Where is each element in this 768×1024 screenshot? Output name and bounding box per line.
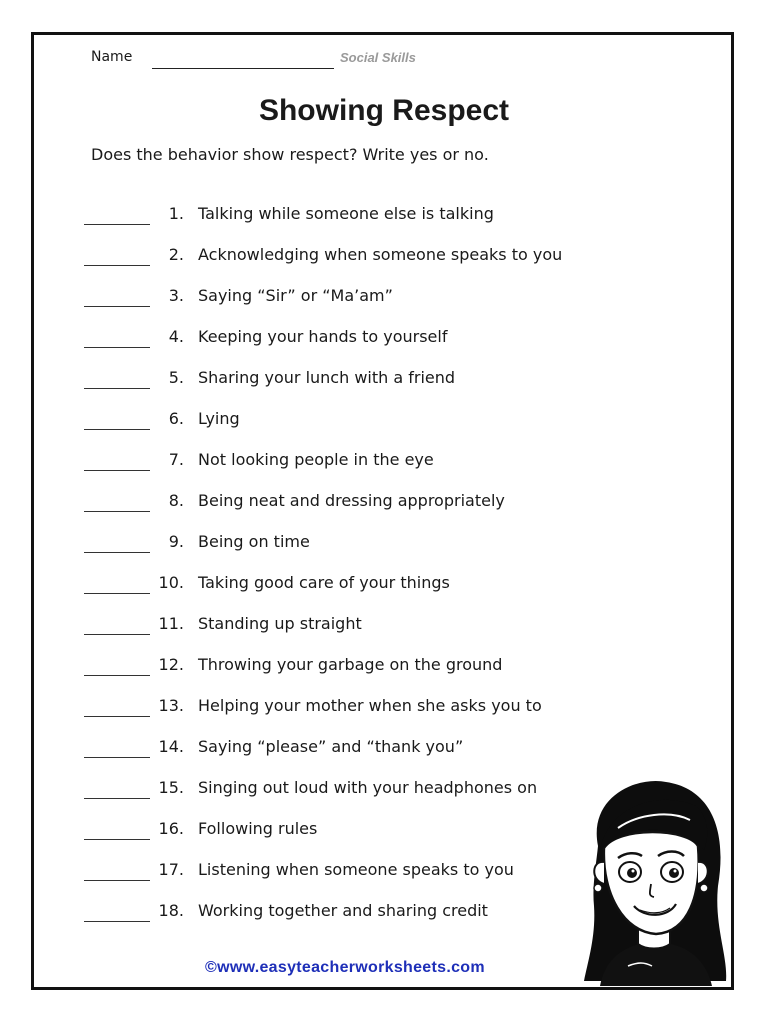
question-row — [0, 568, 620, 598]
question-row — [0, 691, 620, 721]
question-text: Acknowledging when someone speaks to you — [198, 245, 563, 264]
question-text: Being on time — [198, 532, 310, 551]
answer-blank[interactable] — [84, 675, 150, 676]
question-row — [0, 199, 620, 229]
question-text: Not looking people in the eye — [198, 450, 434, 469]
question-number: 18. — [158, 901, 184, 920]
question-row — [0, 773, 620, 803]
question-text: Taking good care of your things — [198, 573, 450, 592]
question-row — [0, 527, 620, 557]
answer-blank[interactable] — [84, 552, 150, 553]
question-number: 2. — [168, 245, 184, 264]
answer-blank[interactable] — [84, 921, 150, 922]
answer-blank[interactable] — [84, 716, 150, 717]
question-number: 8. — [168, 491, 184, 510]
worksheet-title: Showing Respect — [258, 94, 510, 127]
question-text: Singing out loud with your headphones on — [198, 778, 538, 797]
answer-blank[interactable] — [84, 511, 150, 512]
question-row — [0, 609, 620, 639]
question-number: 16. — [158, 819, 184, 838]
question-row — [0, 486, 620, 516]
question-number: 17. — [158, 860, 184, 879]
question-row — [0, 281, 620, 311]
answer-blank[interactable] — [84, 593, 150, 594]
question-text: Helping your mother when she asks you to — [198, 696, 542, 715]
answer-blank[interactable] — [84, 634, 150, 635]
question-text: Working together and sharing credit — [198, 901, 488, 920]
question-text: Listening when someone speaks to you — [198, 860, 514, 879]
answer-blank[interactable] — [84, 429, 150, 430]
question-text: Being neat and dressing appropriately — [198, 491, 505, 510]
answer-blank[interactable] — [84, 757, 150, 758]
question-row — [0, 363, 620, 393]
question-row — [0, 322, 620, 352]
answer-blank[interactable] — [84, 224, 150, 225]
question-number: 12. — [158, 655, 184, 674]
question-row — [0, 650, 620, 680]
question-number: 13. — [158, 696, 184, 715]
question-number: 3. — [168, 286, 184, 305]
name-label: Name — [91, 49, 133, 65]
question-number: 6. — [168, 409, 184, 428]
question-row — [0, 732, 620, 762]
question-number: 15. — [158, 778, 184, 797]
cartoon-girl-illustration — [578, 776, 730, 986]
question-text: Standing up straight — [198, 614, 362, 633]
question-text: Throwing your garbage on the ground — [198, 655, 503, 674]
answer-blank[interactable] — [84, 880, 150, 881]
question-row — [0, 240, 620, 270]
question-number: 5. — [168, 368, 184, 387]
answer-blank[interactable] — [84, 470, 150, 471]
question-row — [0, 896, 620, 926]
question-number: 4. — [168, 327, 184, 346]
name-field[interactable] — [152, 68, 334, 69]
question-text: Saying “please” and “thank you” — [198, 737, 464, 756]
answer-blank[interactable] — [84, 265, 150, 266]
question-text: Sharing your lunch with a friend — [198, 368, 456, 387]
question-number: 1. — [168, 204, 184, 223]
question-number: 10. — [158, 573, 184, 592]
answer-blank[interactable] — [84, 798, 150, 799]
footer-website-link[interactable]: ©www.easyteacherworksheets.com — [205, 959, 485, 976]
instructions: Does the behavior show respect? Write yes or no. — [91, 145, 489, 164]
question-row — [0, 445, 620, 475]
answer-blank[interactable] — [84, 306, 150, 307]
answer-blank[interactable] — [84, 347, 150, 348]
question-number: 9. — [168, 532, 184, 551]
question-number: 11. — [158, 614, 184, 633]
question-row — [0, 814, 620, 844]
question-number: 7. — [168, 450, 184, 469]
question-row — [0, 855, 620, 885]
question-row — [0, 404, 620, 434]
question-text: Keeping your hands to yourself — [198, 327, 448, 346]
subject-label: Social Skills — [340, 50, 416, 65]
question-number: 14. — [158, 737, 184, 756]
question-text: Talking while someone else is talking — [198, 204, 494, 223]
question-text: Lying — [198, 409, 240, 428]
question-text: Following rules — [198, 819, 318, 838]
answer-blank[interactable] — [84, 839, 150, 840]
answer-blank[interactable] — [84, 388, 150, 389]
question-text: Saying “Sir” or “Ma’am” — [198, 286, 393, 305]
